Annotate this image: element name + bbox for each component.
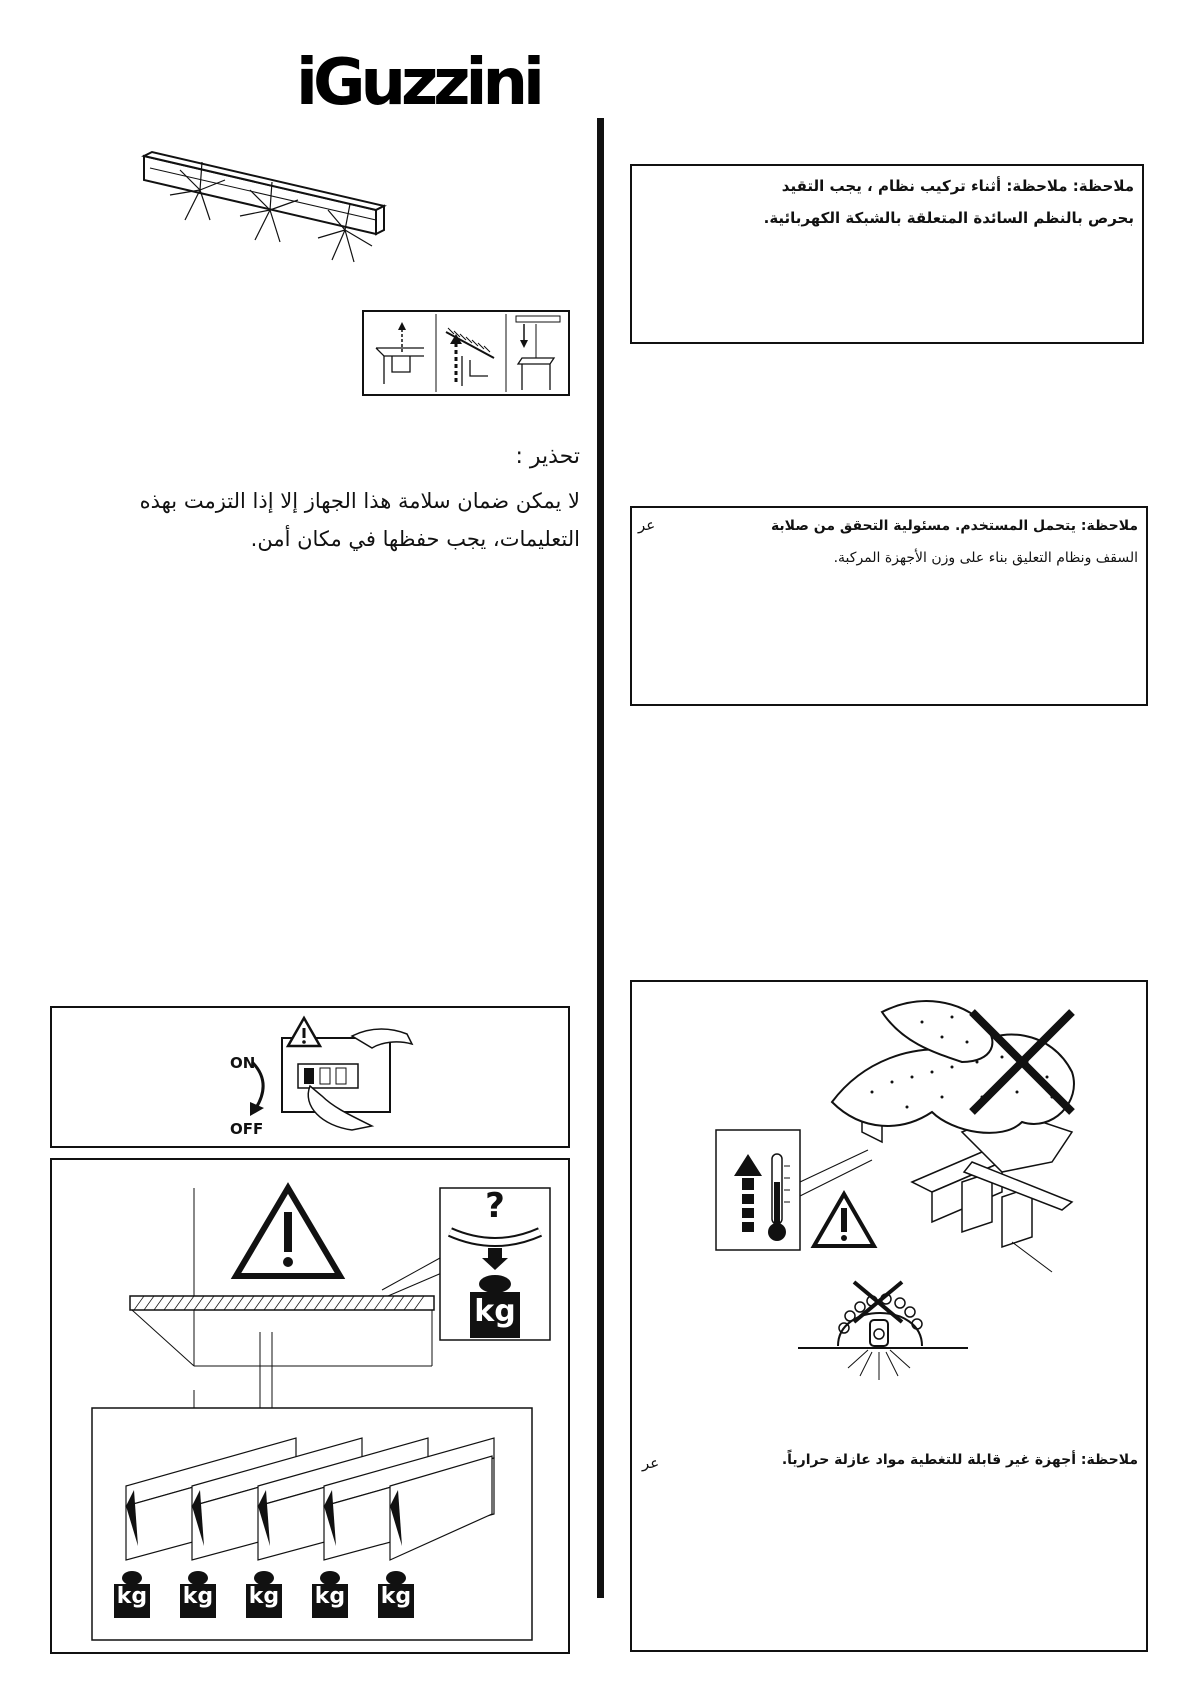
language-code: عر <box>638 516 656 534</box>
off-label: OFF <box>230 1120 264 1138</box>
ceiling-note-line-1: ملاحظة: يتحمل المستخدم. مسئولية التحقق من صلابة <box>770 518 1138 534</box>
language-code: عر <box>642 1454 660 1472</box>
kg-label: kg <box>248 1584 280 1609</box>
kg-label: kg <box>116 1584 148 1609</box>
insulation-note-box <box>630 980 1148 1652</box>
kg-label: kg <box>314 1584 346 1609</box>
column-divider <box>597 118 604 1598</box>
kg-label: kg <box>182 1584 214 1609</box>
linear-fixture-illustration <box>140 150 400 280</box>
power-off-figure <box>50 1006 570 1148</box>
warning-title: تحذير : <box>515 444 580 469</box>
warning-body <box>40 482 580 558</box>
warning-line-1: لا يمكن ضمان سلامة هذا الجهاز إلا إذا التزمت بهذه <box>139 489 580 513</box>
ceiling-note-line-2: السقف ونظام التعليق بناء على وزن الأجهزة المركبة. <box>833 550 1138 566</box>
mounting-options-figure <box>362 310 570 396</box>
question-mark: ? <box>485 1186 505 1226</box>
kg-label-main: kg <box>474 1294 516 1329</box>
ceiling-load-figure <box>50 1158 570 1654</box>
brand-logo: iGuzzini <box>296 46 540 120</box>
warning-line-2: التعليمات، يجب حفظها في مكان أمن. <box>250 527 580 551</box>
electrical-note-box <box>630 164 1144 344</box>
kg-label: kg <box>380 1584 412 1609</box>
insulation-note-text: ملاحظة: أجهزة غير قابلة للتغطية مواد عازلة حرارياً. <box>781 1452 1138 1468</box>
on-label: ON <box>230 1054 256 1072</box>
electrical-note-line-2: بحرص بالنظم السائدة المتعلقة بالشبكة الكهربائية. <box>763 209 1134 227</box>
electrical-note-line-1: ملاحظة: ملاحظة: أثناء تركيب نظام ، يجب التقيد <box>781 177 1134 195</box>
ceiling-note-box <box>630 506 1148 706</box>
